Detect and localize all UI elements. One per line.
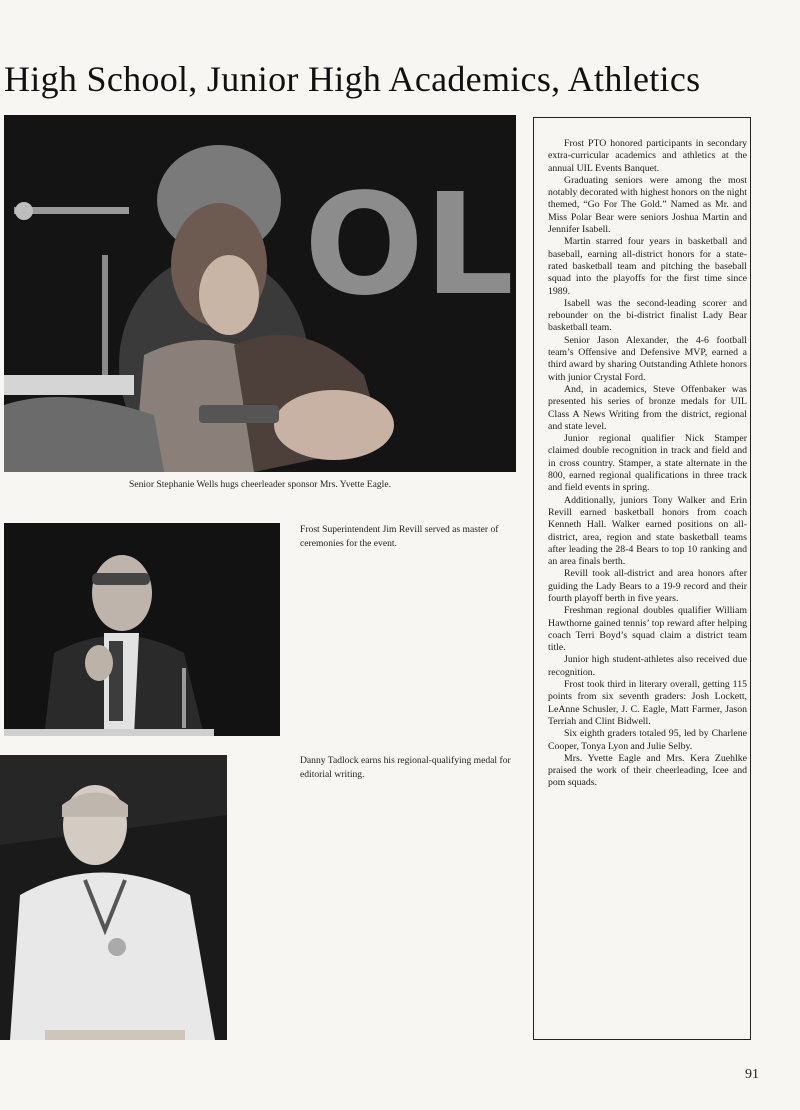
photo-superintendent: [4, 523, 280, 736]
page-headline: High School, Junior High Academics, Athletics: [4, 59, 701, 99]
story-paragraph: Isabell was the second-leading scorer and rebounder on the bi-district finalist Lady Bear basketball team.: [548, 297, 747, 334]
story-paragraph: Junior regional qualifier Nick Stamper claimed double recognition in track and field and in cross country. Stamper, a state alternate in the 800, earned regional qualifications in three track and field events in spring.: [548, 433, 747, 494]
story-paragraph: And, in academics, Steve Offenbaker was presented his series of bronze medals for UIL Class A News Writing from the district, regional and state level.: [548, 383, 747, 432]
caption-superintendent: Frost Superintendent Jim Revill served as master of ceremonies for the event.: [300, 524, 499, 549]
story-paragraph: Senior Jason Alexander, the 4-6 football team’s Offensive and Defensive MVP, earned a third award by sharing Outstanding Athlete honors with junior Crystal Ford.: [548, 334, 747, 383]
story-paragraph: Graduating seniors were among the most notably decorated with highest honors on the night themed, “Go For The Gold.” Named as Mr. and Miss Polar Bear were seniors Joshua Martin and Jennifer Isabell.: [548, 174, 747, 236]
page-number: 91: [745, 1067, 759, 1082]
story-paragraph: Six eighth graders totaled 95, led by Charlene Cooper, Tonya Lyon and Julie Selby.: [548, 728, 747, 752]
story-paragraph: Mrs. Yvette Eagle and Mrs. Kera Zuehlke praised the work of their cheerleading, Icee and pom squads.: [548, 752, 747, 789]
story-box: [533, 117, 751, 1040]
story-paragraph: Additionally, juniors Tony Walker and Erin Revill earned basketball honors from coach Kenneth Hall. Walker earned positions on all-district, area, region and state basketball teams after leading the 28-4 Bears to top 10 ranking and an area finals berth.: [548, 494, 747, 568]
caption-hug: Senior Stephanie Wells hugs cheerleader sponsor Mrs. Yvette Eagle.: [128, 479, 392, 490]
story-paragraph: Frost PTO honored participants in secondary extra-curricular academics and athletics at the annual UIL Events Banquet.: [548, 138, 747, 174]
story-paragraph: Martin starred four years in basketball and baseball, earning all-district honors for a state-rated basketball team and pitching the baseball squad into the playoffs for the first time since 1989.: [548, 236, 747, 297]
story-paragraph: Revill took all-district and area honors after guiding the Lady Bears to a 19-9 record and their fourth playoff berth in five years.: [548, 568, 747, 604]
story-paragraph: Junior high student-athletes also received due recognition.: [548, 654, 747, 678]
banner-letters: OL: [304, 164, 514, 327]
story-paragraph: Freshman regional doubles qualifier William Hawthorne gained tennis’ top reward after helping coach Terri Boyd’s squad claim a district team title.: [548, 605, 747, 654]
story-paragraph: Frost took third in literary overall, getting 115 points from six seventh graders: Josh Lockett, LeAnne Schusler, J. C. Eagle, Matt Farmer, Jason Terriah and Clint Bidwell.: [548, 679, 747, 727]
caption-medal: Danny Tadlock earns his regional-qualifying medal for editorial writing.: [300, 755, 511, 780]
photo-medal: [0, 755, 227, 1040]
photo-hug: [4, 115, 516, 472]
